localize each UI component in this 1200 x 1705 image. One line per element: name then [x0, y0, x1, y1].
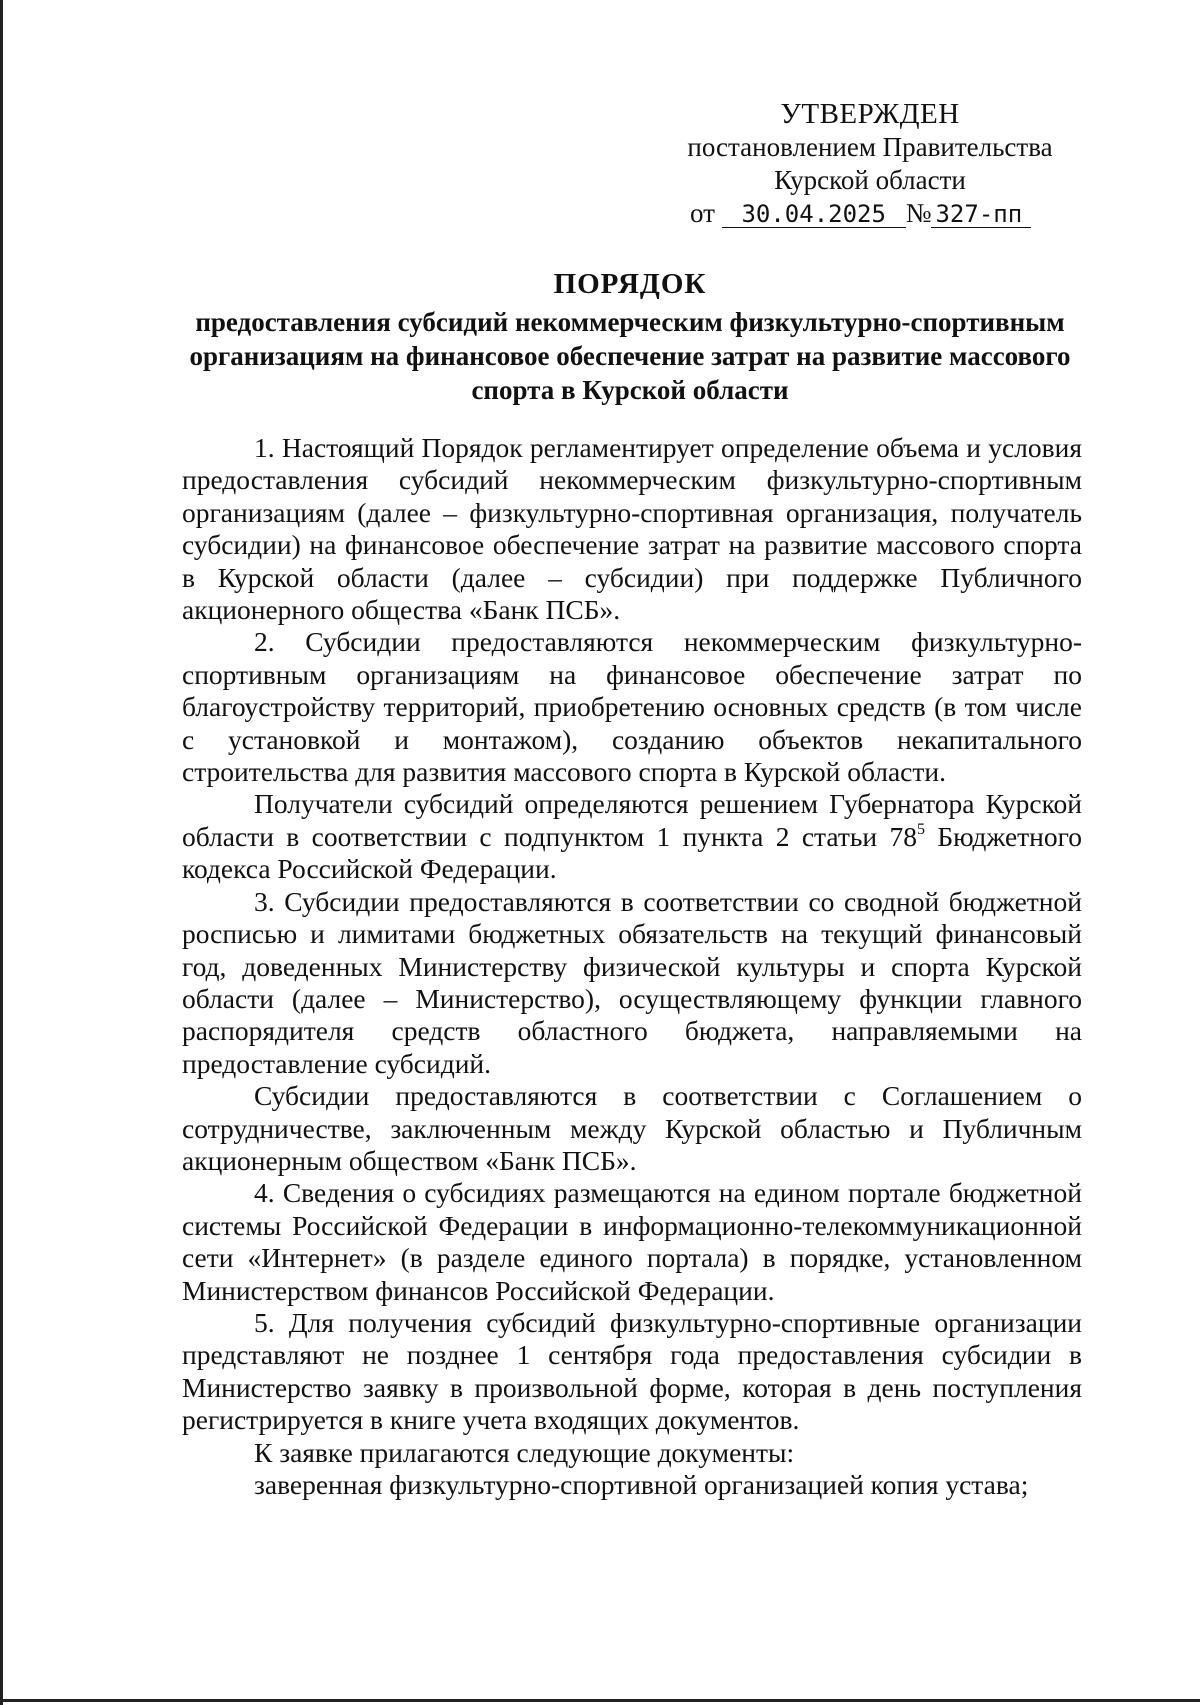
paragraph-3: [182, 788, 1082, 885]
approval-line-2: Курской области: [774, 165, 966, 195]
scan-left-edge: [0, 0, 3, 1705]
approval-block: [640, 98, 1100, 230]
scan-bottom-edge: [0, 1699, 1200, 1702]
document-subtitle: предоставления субсидий некоммерческим физкультурно-спортивным организациям на финансовое обеспечение затрат на развитие массового спорта в Курской области: [189, 307, 1071, 405]
paragraph-7: 5. Для получения субсидий физкультурно-спортивные организации представляют не позднее 1 сентября года предоставления субсидии в Министерство заявку в произвольной форме, которая в день поступления регистрируется в книге учета входящих документов.: [182, 1306, 1082, 1436]
paragraph-9: заверенная физкультурно-спортивной организацией копия устава;: [254, 1469, 1029, 1500]
approval-stamp: УТВЕРЖДЕН: [780, 98, 960, 130]
document-body: [182, 432, 1082, 1501]
paragraph-2: 2. Субсидии предоставляются некоммерческим физкультурно-спортивным организациям на финансовое обеспечение затрат по благоустройству территорий, приобретению основных средств (в том числе с установкой и монтажом), созданию объектов некапитального строительства для развития массового спорта в Курской области.: [182, 626, 1082, 788]
paragraph-3-start: Получатели субсидий определяются решением Губернатора Курской области в соответствии с подпунктом 1 пункта 2 статьи 78: [182, 788, 1082, 852]
number-prefix: №: [905, 198, 932, 228]
article-superscript: 5: [917, 820, 926, 838]
approval-number: 327-пп: [931, 201, 1031, 228]
paragraph-1: 1. Настоящий Порядок регламентирует определение объема и условия предоставления субсидий некоммерческим физкультурно-спортивным организациям (далее – физкультурно-спортивная организация, получатель субсидии) на финансовое обеспечение затрат на развитие массового спорта в Курской области (далее – субсидии) при поддержке Публичного акционерного общества «Банк ПСБ».: [182, 432, 1082, 626]
document-title: ПОРЯДОК: [553, 268, 707, 300]
paragraph-6: 4. Сведения о субсидиях размещаются на едином портале бюджетной системы Российской Федерации в информационно-телекоммуникационной сети «Интернет» (в разделе единого портала) в порядке, установленном Министерством финансов Российской Федерации.: [182, 1177, 1082, 1306]
paragraph-8: К заявке прилагаются следующие документы:: [254, 1436, 795, 1468]
approval-line-1: постановлением Правительства: [687, 132, 1053, 162]
approval-date: 30.04.2025: [722, 201, 906, 228]
approval-date-line: [640, 197, 1100, 230]
paragraph-4: 3. Субсидии предоставляются в соответствии со сводной бюджетной росписью и лимитами бюджетных обязательств на текущий финансовый год, доведенных Министерству физической культуры и спорта Курской области (далее – Министерство), осуществляющему функции главного распорядителя средств областного бюджета, направляемыми на предоставление субсидий.: [182, 885, 1082, 1079]
date-prefix: от: [690, 198, 715, 228]
paragraph-5: Субсидии предоставляются в соответствии с Соглашением о сотрудничестве, заключенным между Курской областью и Публичным акционерным обществом «Банк ПСБ».: [182, 1080, 1082, 1176]
paragraph-3-end: Бюджетного кодекса Российской Федерации.: [182, 820, 1082, 885]
